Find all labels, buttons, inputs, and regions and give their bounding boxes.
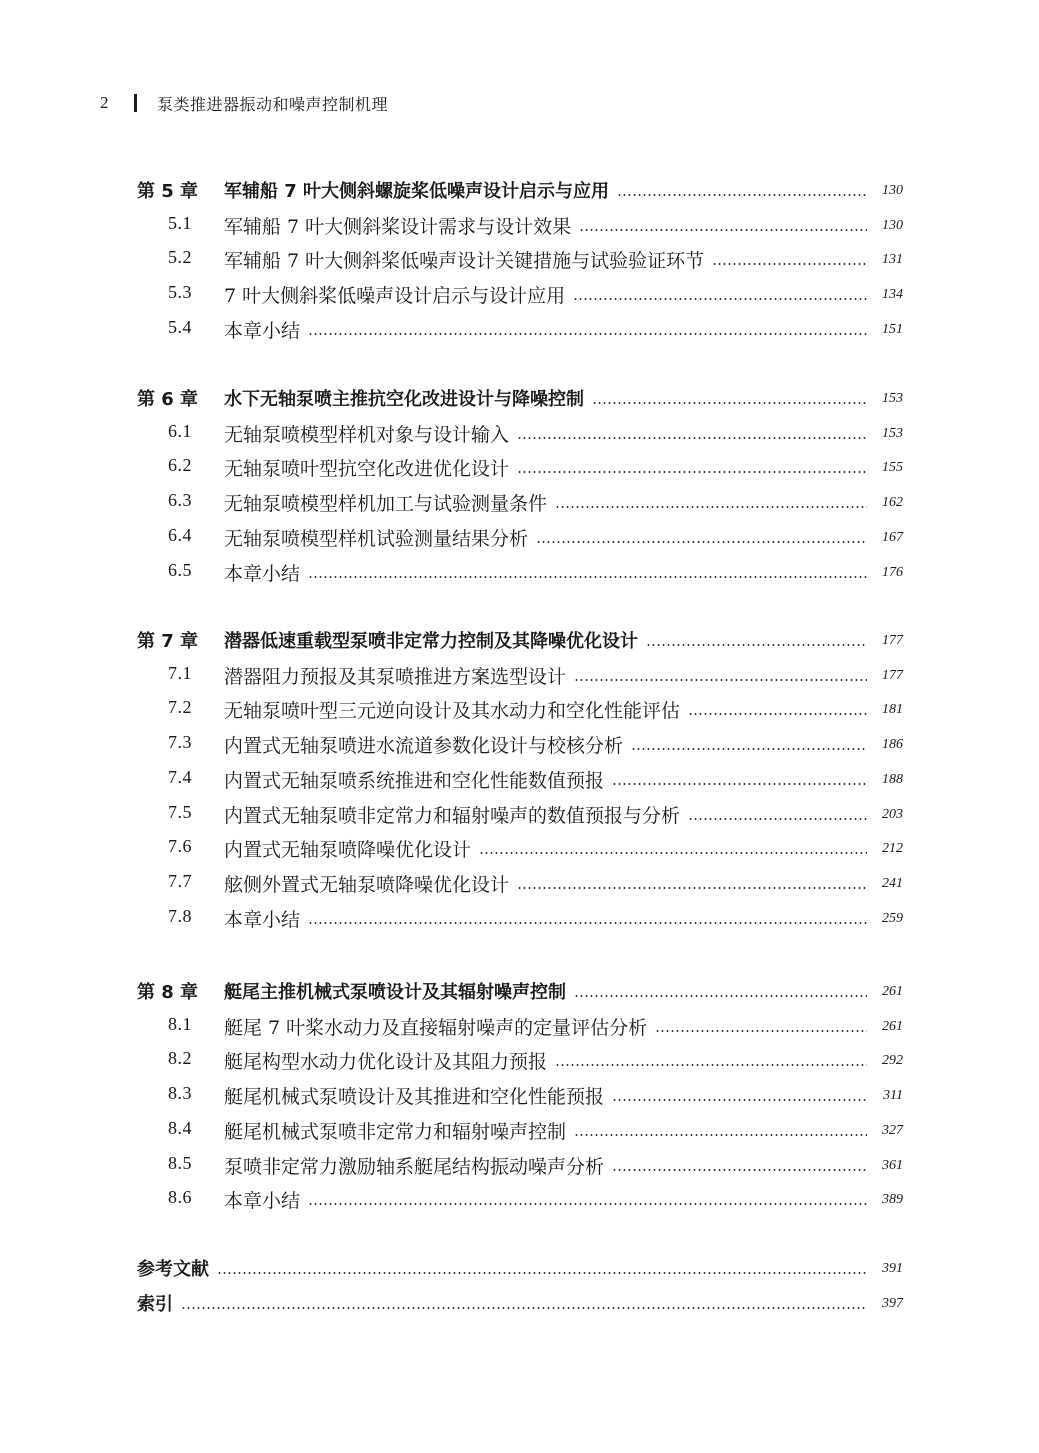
dot-leader	[308, 1203, 867, 1205]
toc-section-entry[interactable]	[0, 729, 1039, 759]
dot-leader	[479, 852, 867, 854]
dot-leader	[688, 713, 867, 715]
running-header	[100, 92, 388, 114]
toc-section-entry[interactable]	[0, 279, 1039, 309]
entry-page: 311	[883, 1088, 903, 1104]
entry-title: 7 叶大侧斜桨低噪声设计启示与设计应用	[224, 281, 571, 308]
entry-number: 8.6	[168, 1187, 192, 1208]
entry-page: 188	[882, 771, 903, 787]
entry-page: 162	[882, 495, 903, 511]
toc-section-entry[interactable]	[0, 1115, 1039, 1145]
entry-title: 无轴泵喷模型样机加工与试验测量条件	[224, 489, 553, 516]
dot-leader	[555, 506, 867, 508]
entry-number: 6.3	[168, 490, 192, 511]
entry-title: 本章小结	[224, 559, 306, 586]
entry-title: 本章小结	[224, 1186, 306, 1213]
entry-page: 327	[882, 1122, 903, 1138]
toc-section-entry[interactable]	[0, 1150, 1039, 1180]
entry-title: 参考文献	[137, 1255, 215, 1281]
toc-section-entry[interactable]	[0, 1184, 1039, 1214]
entry-title: 军辅船 7 叶大侧斜桨低噪声设计关键措施与试验验证环节	[224, 246, 710, 273]
dot-leader	[517, 437, 867, 439]
toc-section-entry[interactable]	[0, 244, 1039, 274]
dot-leader	[517, 471, 867, 473]
toc-section-entry[interactable]	[0, 833, 1039, 863]
toc-section-entry[interactable]	[0, 487, 1039, 517]
dot-leader	[574, 995, 867, 997]
dot-leader	[612, 1099, 867, 1101]
dot-leader	[712, 263, 867, 265]
entry-number: 5.1	[168, 212, 192, 233]
dot-leader	[612, 1169, 867, 1171]
dot-leader	[579, 229, 867, 231]
entry-page: 130	[882, 217, 903, 233]
entry-title: 艇尾机械式泵喷设计及其推进和空化性能预报	[224, 1082, 610, 1109]
dot-leader	[617, 194, 867, 196]
entry-page: 130	[882, 183, 903, 198]
entry-title: 内置式无轴泵喷进水流道参数化设计与校核分析	[224, 731, 629, 758]
entry-page: 241	[882, 875, 903, 891]
dot-leader	[612, 783, 867, 785]
dot-leader	[308, 922, 867, 924]
entry-page: 134	[882, 287, 903, 303]
entry-page: 391	[882, 1261, 903, 1276]
entry-title: 泵喷非定常力激励轴系艇尾结构振动噪声分析	[224, 1152, 610, 1179]
entry-number: 7.3	[168, 732, 192, 753]
toc-backmatter-entry[interactable]	[0, 1288, 1039, 1318]
toc-section-entry[interactable]	[0, 1011, 1039, 1041]
entry-title: 本章小结	[224, 316, 306, 343]
entry-number: 7.6	[168, 836, 192, 857]
entry-page: 261	[882, 984, 903, 999]
dot-leader	[308, 333, 867, 335]
entry-title: 无轴泵喷叶型三元逆向设计及其水动力和空化性能评估	[224, 696, 686, 723]
entry-page: 177	[882, 633, 903, 648]
entry-number: 第 5 章	[137, 181, 199, 202]
entry-page: 292	[882, 1053, 903, 1069]
dot-leader	[555, 1064, 867, 1066]
entry-number: 6.5	[168, 559, 192, 580]
toc-chapter-entry[interactable]	[0, 625, 1039, 655]
page-number: 2	[100, 93, 109, 112]
entry-number: 7.2	[168, 697, 192, 718]
toc-section-entry[interactable]	[0, 903, 1039, 933]
entry-number: 5.2	[168, 247, 192, 268]
toc-section-entry[interactable]	[0, 660, 1039, 690]
dot-leader	[308, 576, 867, 578]
entry-title: 本章小结	[224, 905, 306, 932]
entry-number: 6.4	[168, 524, 192, 545]
toc-section-entry[interactable]	[0, 452, 1039, 482]
entry-page: 389	[882, 1192, 903, 1208]
entry-title: 艇尾机械式泵喷非定常力和辐射噪声控制	[224, 1117, 572, 1144]
entry-title: 水下无轴泵喷主推抗空化改进设计与降噪控制	[224, 385, 590, 411]
entry-page: 361	[882, 1157, 903, 1173]
entry-title: 艇尾 7 叶桨水动力及直接辐射噪声的定量评估分析	[224, 1013, 653, 1040]
entry-number: 8.4	[168, 1117, 192, 1138]
entry-page: 176	[882, 564, 903, 580]
entry-page: 153	[882, 391, 903, 406]
toc-section-entry[interactable]	[0, 694, 1039, 724]
toc-section-entry[interactable]	[0, 210, 1039, 240]
toc-section-entry[interactable]	[0, 1045, 1039, 1075]
entry-title: 内置式无轴泵喷非定常力和辐射噪声的数值预报与分析	[224, 801, 686, 828]
dot-leader	[631, 748, 867, 750]
entry-page: 203	[882, 806, 903, 822]
entry-number: 7.5	[168, 801, 192, 822]
entry-page: 131	[882, 252, 903, 268]
dot-leader	[646, 644, 867, 646]
entry-title: 艇尾主推机械式泵喷设计及其辐射噪声控制	[224, 978, 572, 1004]
entry-page: 151	[882, 321, 903, 337]
toc-section-entry[interactable]	[0, 799, 1039, 829]
entry-page: 397	[882, 1296, 903, 1311]
entry-page: 181	[882, 702, 903, 718]
entry-number: 第 7 章	[137, 631, 199, 652]
toc-section-entry[interactable]	[0, 522, 1039, 552]
entry-number: 5.3	[168, 282, 192, 303]
dot-leader	[573, 298, 867, 300]
entry-page: 261	[882, 1018, 903, 1034]
entry-page: 167	[882, 529, 903, 545]
entry-title: 军辅船 7 叶大侧斜螺旋桨低噪声设计启示与应用	[224, 177, 615, 203]
entry-number: 5.4	[168, 316, 192, 337]
entry-title: 内置式无轴泵喷系统推进和空化性能数值预报	[224, 766, 610, 793]
dot-leader	[592, 402, 867, 404]
entry-number: 8.3	[168, 1083, 192, 1104]
dot-leader	[181, 1307, 867, 1309]
toc-chapter-entry[interactable]	[0, 175, 1039, 205]
entry-page: 212	[882, 841, 903, 857]
entry-title: 潜器阻力预报及其泵喷推进方案选型设计	[224, 662, 572, 689]
entry-title: 索引	[137, 1290, 179, 1316]
entry-number: 7.8	[168, 905, 192, 926]
entry-number: 8.2	[168, 1048, 192, 1069]
entry-title: 艇尾构型水动力优化设计及其阻力预报	[224, 1047, 553, 1074]
entry-number: 7.4	[168, 766, 192, 787]
entry-number: 8.1	[168, 1013, 192, 1034]
toc-chapter-entry[interactable]	[0, 976, 1039, 1006]
entry-title: 无轴泵喷叶型抗空化改进优化设计	[224, 454, 515, 481]
toc-section-entry[interactable]	[0, 314, 1039, 344]
toc-chapter-entry[interactable]	[0, 383, 1039, 413]
entry-number: 第 8 章	[137, 982, 199, 1003]
dot-leader	[655, 1030, 867, 1032]
toc-section-entry[interactable]	[0, 557, 1039, 587]
entry-title: 无轴泵喷模型样机对象与设计输入	[224, 420, 515, 447]
entry-page: 153	[882, 425, 903, 441]
entry-number: 8.5	[168, 1152, 192, 1173]
toc-backmatter-entry[interactable]	[0, 1253, 1039, 1283]
entry-title: 舷侧外置式无轴泵喷降噪优化设计	[224, 870, 515, 897]
book-title: 泵类推进器振动和噪声控制机理	[157, 94, 389, 114]
toc-section-entry[interactable]	[0, 1080, 1039, 1110]
dot-leader	[688, 818, 867, 820]
dot-leader	[574, 679, 867, 681]
toc-section-entry[interactable]	[0, 764, 1039, 794]
toc-section-entry[interactable]	[0, 418, 1039, 448]
entry-page: 155	[882, 460, 903, 476]
entry-page: 177	[882, 667, 903, 683]
entry-number: 第 6 章	[137, 389, 199, 410]
dot-leader	[517, 887, 867, 889]
entry-number: 7.1	[168, 662, 192, 683]
dot-leader	[574, 1134, 867, 1136]
entry-number: 6.2	[168, 455, 192, 476]
entry-title: 内置式无轴泵喷降噪优化设计	[224, 835, 477, 862]
entry-number: 7.7	[168, 870, 192, 891]
header-divider	[134, 94, 137, 112]
entry-page: 259	[882, 910, 903, 926]
dot-leader	[217, 1272, 867, 1274]
dot-leader	[536, 541, 867, 543]
entry-title: 潜器低速重载型泵喷非定常力控制及其降噪优化设计	[224, 627, 644, 653]
entry-page: 186	[882, 737, 903, 753]
entry-title: 军辅船 7 叶大侧斜桨设计需求与设计效果	[224, 212, 577, 239]
entry-number: 6.1	[168, 420, 192, 441]
toc-section-entry[interactable]	[0, 868, 1039, 898]
entry-title: 无轴泵喷模型样机试验测量结果分析	[224, 524, 534, 551]
